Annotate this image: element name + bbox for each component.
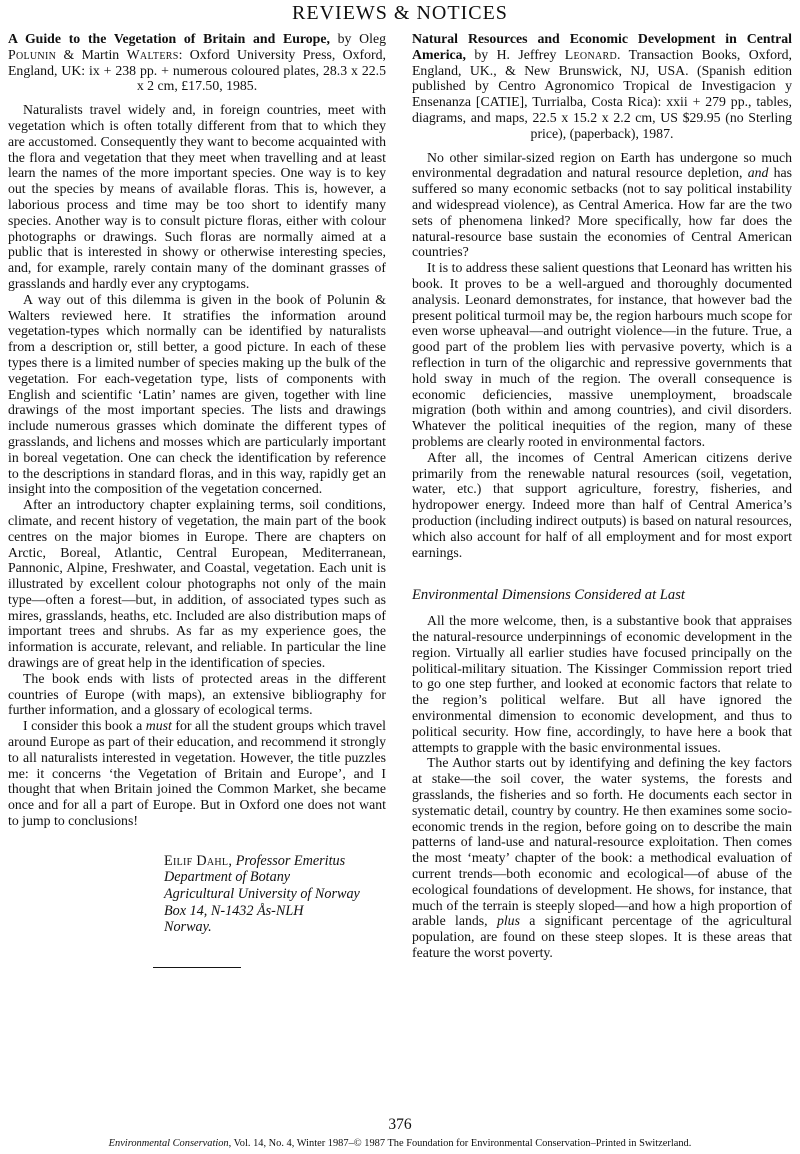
signature-line: Agricultural University of Norway	[164, 886, 360, 903]
signature-line: Eilif Dahl, Professor Emeritus	[164, 852, 346, 869]
left-review-paragraph-4: The book ends with lists of protected areas in the different countries of Europe (with maps), an extensive bibliography for further information, and a glossary of ecological terms.	[8, 670, 386, 718]
left-book-citation: A Guide to the Vegetation of Britain and Europe, by Oleg Polunin & Martin Walters: Oxford University Press, Oxford, England, UK: ix + 238 pp. + numerous coloured plates, 28.3 x 22.5 x 2 cm, £17.50, 1985.	[8, 31, 386, 94]
page-number: 376	[388, 1116, 412, 1133]
review-divider-rule	[153, 967, 241, 968]
left-review-paragraph-1: Naturalists travel widely and, in foreign countries, meet with vegetation which is often totally different from that to which they are accustomed. Consequently they want to become acquainted with the flora and vegetation that they meet when travelling and at least learn the names of the more important species. One way is to key out the species by means of available floras. This is, however, a laborious process and time may be too short to identify many species. Another way is to consult picture floras, either with colour photographs or drawings. Such floras are normally aimed at a public that is interested in showy or otherwise interesting species, and, for example, rarely contain many of the dominant grasses of grasslands and hardly ever any cryptogams.	[8, 102, 386, 291]
page-title: REVIEWS & NOTICES	[292, 2, 508, 24]
right-review-column	[412, 31, 792, 961]
right-review-paragraph-1: No other similar-sized region on Earth has undergone so much environmental degradation and natural resource depletion, and has suffered so many economic setbacks (not to say political instability and widespread violence), as Central America. How far are the two sets of phenomena linked? More specifically, how far does the natural-resource base sustain the economies of Central American countries?	[412, 149, 792, 260]
right-review-paragraph-4: All the more welcome, then, is a substantive book that appraises the natural-resource underpinnings of economic development in the region. Virtually all earlier studies have focused principally on the political-military situation. The Kissinger Commission report tried to go one step further, and looked at economic factors that relate to the region’s political welfare. But all have ignored the environmental dimension to economic development, and thus to political security. How fine, accordingly, to have here a book that attempts to grapple with the basic environmental issues.	[412, 613, 792, 755]
right-review-paragraph-5: The Author starts out by identifying and defining the key factors at stake—the soil cover, the water systems, the forests and grasslands, the fisheries and so forth. He documents each sector in systematic detail, country by country. He then examines some socio-economic trends in the region, before going on to describe the main patterns of land-use and natural-resource exploitation. Then comes the most ‘meaty’ chapter of the book: a methodical evaluation of current trends—both economic and ecological—of abuse of the ecological foundations of development. He shows, for instance, that much of the terrain is steeply sloped—and how a high proportion of arable lands, plus a significant percentage of the agricultural population, are found on these steep slopes. It is these areas that feature the worst poverty.	[412, 755, 792, 961]
right-book-citation: Natural Resources and Economic Development in Central America, by H. Jeffrey Leonard. Transaction Books, Oxford, England, UK., & New Brunswick, NJ, USA. (Spanish edition published by Centro Agronomico Tropical de Investigacion y Ensenanza [CATIE], Turrialba, Costa Rica): xxii + 279 pp., tables, diagrams, and maps, 22.5 x 15.2 x 2.2 cm, US $29.95 (no Sterling price), (paperback), 1987.	[412, 31, 792, 141]
left-review-paragraph-2: A way out of this dilemma is given in the book of Polunin & Walters reviewed here. It stratifies the information around vegetation-types which normally can be identified by naturalists from a description or, still better, a good picture. In each of these types there is a limited number of species making up the bulk of the vegetation. For each-vegetation type, lists of components with English and scientific ‘Latin’ names are given, together with line drawings of the most important species. The lists and drawings include numerous grasses which dominate the different types of grasslands, and lichens and mosses which are particularly important in boreal vegetation. One can check the identification by reference to the descriptions in standard floras, and in this way, rapidly get an insight into the composition of the vegetation concerned.	[8, 291, 386, 497]
left-review-column	[8, 31, 386, 968]
signature-line: Box 14, N-1432 Ås-NLH	[164, 902, 304, 919]
right-review-paragraph-3: After all, the incomes of Central American citizens derive primarily from the renewable natural resources (soil, vegetation, water, etc.) that support agriculture, forestry, fisheries, and hydropower energy. Indeed more than half of Central America’s production (including indirect outputs) is based on natural resources, which also account for half of all employment and for most export earnings.	[412, 449, 792, 560]
right-review-paragraph-2: It is to address these salient questions that Leonard has written his book. It proves to be a well-argued and thoroughly documented analysis. Leonard demonstrates, for instance, that however bad the present political turmoil may be, the region harbours much scope for even worse upheaval—and outright violence—in the future. True, a good part of the problem lies with pervasive poverty, which is a reflection in turn of the oligarchic and repressive governments that hold sway in much of the region. The overall consequence is economic deficiencies, massive unemployment, broadscale migration (both within and among countries), and civil disorders. Whatever the political inequities of the region, many of these problems are clearly rooted in environmental factors.	[412, 260, 792, 449]
left-review-paragraph-3: After an introductory chapter explaining terms, soil conditions, climate, and recent history of vegetation, the main part of the book centres on the major biomes in Europe. There are chapters on Arctic, Boreal, Atlantic, Central European, Mediterranean, Pannonic, Alpine, Freshwater, and Coastal, vegetation. Each unit is illustrated by excellent colour photographs not only of the main type—often a forest—but, in addition, of associated types such as mires, grasslands, heaths, etc. Included are also distribution maps of important trees and shrubs. As far as my experience goes, the information is accurate, relevant, and reliable. In particular the line drawings are of great help in the identification of species.	[8, 497, 386, 671]
reviewer-signature-block	[164, 853, 386, 936]
signature-line: Department of Botany	[164, 869, 291, 886]
left-review-paragraph-5: I consider this book a must for all the student groups which travel around Europe as part of their education, and recommend it strongly to all naturalists interested in vegetation. However, the title puzzles me: it concerns ‘the Vegetation of Britain and Europe’, and I thought that when Britain joined the Common Market, she became once and for all a part of Europe. But in Oxford one does not want to jump to conclusions!	[8, 718, 386, 829]
section-heading: Environmental Dimensions Considered at Last	[412, 587, 685, 604]
signature-line: Norway.	[164, 919, 212, 936]
journal-imprint: Environmental Conservation, Vol. 14, No. 4, Winter 1987–© 1987 The Foundation for Environmental Conservation–Printed in Switzerland.	[108, 1138, 692, 1149]
